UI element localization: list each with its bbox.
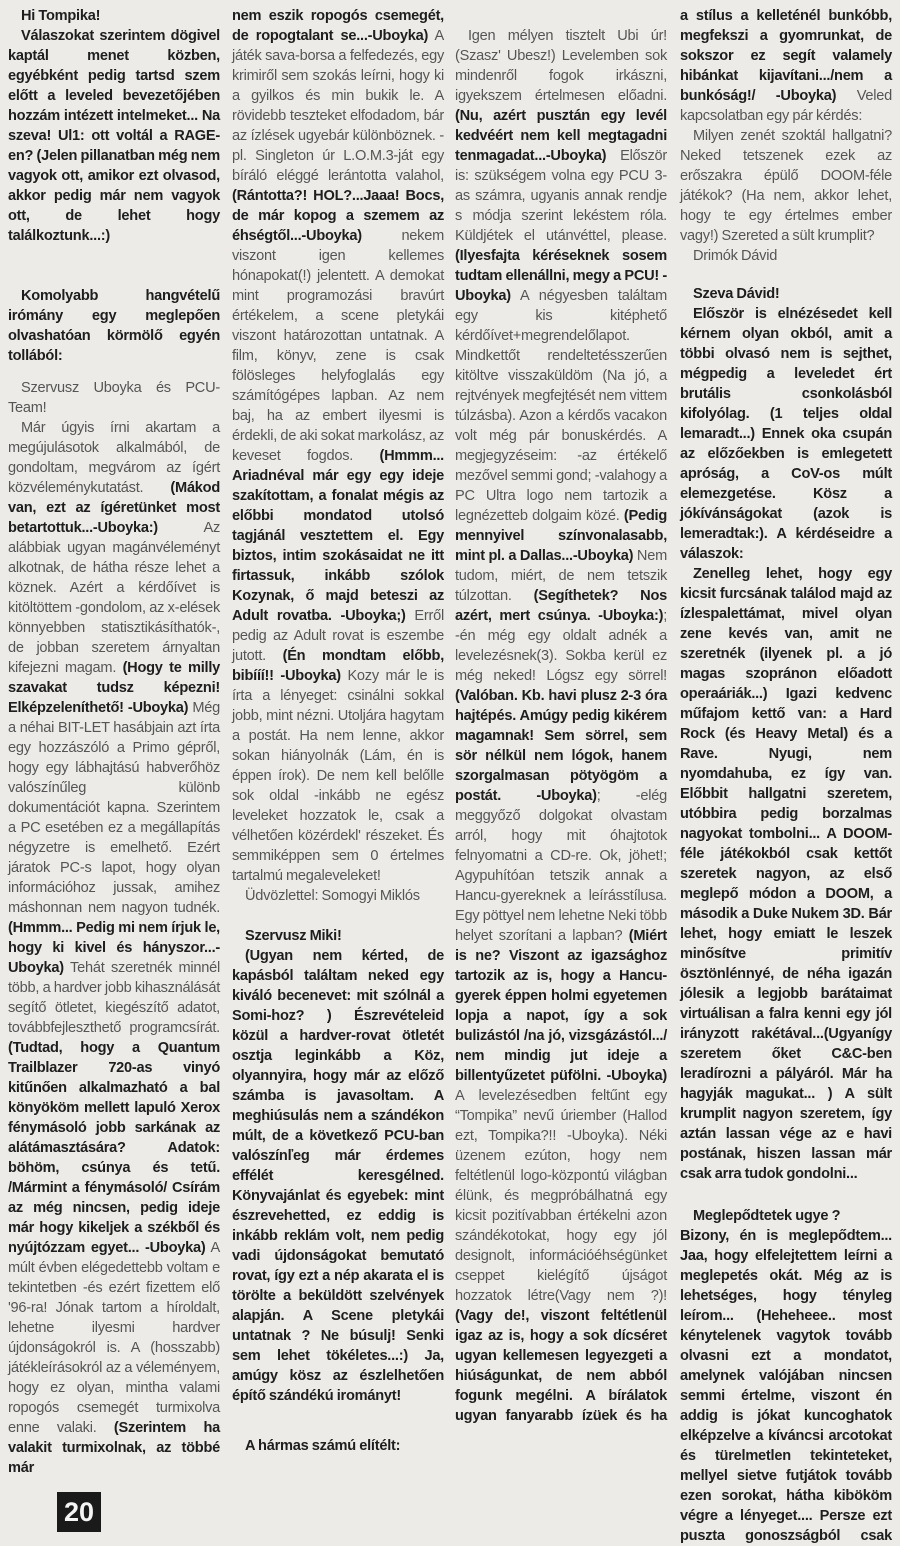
editor-reply-text: (Pedig mennyivel színvonalasabb, mint pl. a Dallas...-Uboyka) — [455, 508, 667, 564]
letter-somogyi — [8, 378, 220, 1478]
section-third — [232, 1436, 444, 1456]
paragraph — [8, 286, 220, 366]
letter-text: Drimók Dávid — [693, 248, 778, 264]
letter-text: ; -elég meggyőző dolgokat olvastam arról, hogy mit óhajtotok felnyomatni a CD-re. Ok, jöhet!; Agypuhítóan tetszik annak a Hancu-gyereknek a leírásstílusa. Egy pöttyel nem lehetne Neki több helyet szorítani a lapban? — [455, 788, 668, 944]
letter-text: Üdvözlettel: Somogyi Miklós — [245, 888, 420, 904]
editor-reply-text: Bizony, én is meglepődtem... Jaa, hogy elfelejtettem leírni a meglepetés okát. Még az is lehetséges, hogy tényleg leírom... (Heheheee.. most kénytelenek vagytok tovább olvasni ezt a mondatot, amelynek valójában nincsen semmi értelme, viszont én addig is jókat kuncoghatok elképzelve a kíváncsi arcotokat és türelmetlen tekinteteket, mellyel sietve futjátok tovább ezen sorokat, hátha kibököm végre a lényeget.... Persze ezt puszta gonoszságból csak — [680, 1228, 892, 1544]
editor-reply-text: A hármas számú elítélt: — [245, 1438, 401, 1454]
paragraph — [455, 26, 667, 1426]
paragraph — [680, 126, 892, 246]
editor-reply-text: (Vagy de!, viszont feltétlenül igaz az is, hogy a sok dícséret ugyan kellemesen legyezgeti a hiúságunkat, de nem abból fogunk megélni. A bírálatok ugyan fanyarabb ízüek és ha — [455, 1308, 667, 1424]
paragraph — [232, 6, 444, 886]
paragraph — [8, 26, 220, 246]
paragraph — [232, 1436, 444, 1456]
letter-text: ; -én még egy oldalt adnék a levelezésnek(3). Sokba kerül ez még neked! Lógsz egy sörrel! — [455, 608, 667, 684]
letter-text: Már úgyis írni akartam a megújulásotok alkalmából, de gondoltam, megvárom az ígért közvéleménykutatást. — [8, 420, 220, 496]
column-3 — [455, 0, 667, 1426]
letter-text: Az alábbiak ugyan magánvéleményt alkotnak, de hátha része lehet a köznek. Azért a kérdőívet is kitöltöttem -gondolom, az x-elések könnyebben statisztikásíthatók-, de jobban szeretem árnyaltan kifejezni magam. — [8, 520, 220, 676]
letter-somogyi-continued — [232, 6, 444, 906]
editor-reply-text: (Hmmm... Ariadnéval már egy egy ideje szakítottam, a fonalat mégis az előbbi mondatod utolsó tagjánál vesztettem el. Egy biztos, intim szokásaidat ne itt firtassuk, inkább szólok Kozynak, ő majd beteszi az Adult rovatba. -Uboyka;) — [232, 448, 444, 624]
paragraph — [680, 284, 892, 304]
editor-reply-text: (Rántotta?! HOL?...Jaaa! Bocs, de már kopog a szemem az éhségtől...-Uboyka) — [232, 188, 444, 244]
paragraph — [680, 304, 892, 564]
paragraph — [8, 418, 220, 1478]
section-intro — [8, 286, 220, 366]
editor-reply-text: (Valóban. Kb. havi plusz 2-3 óra hajtépés. Amúgy pedig kikérem magamnak! Sem sörrel, sem sör nélkül nem lógok, hanem szorgalmasan pötyögöm a postát. -Uboyka) — [455, 688, 667, 804]
letter-text: Szervusz Uboyka és PCU-Team! — [8, 380, 220, 416]
letter-text: Még a néhai BIT-LET hasábjain azt írta egy hozzászóló a Primo gépről, hogy egy lábhajtású habverőhöz valószínűleg különb dokumentációt kapna. Szerintem a PC esetében ez a megállapítás négyzetre is emelhető. Ezért járatok PC-s lapot, hogy olyan információhoz jussak, amihez máshonnan nem nagyon tudnék. — [8, 700, 220, 916]
paragraph — [680, 6, 892, 126]
reply-david — [680, 284, 892, 1184]
letter-reply-tompika — [8, 6, 220, 246]
paragraph — [232, 886, 444, 906]
column-1 — [8, 0, 220, 1532]
editor-reply-text: (Ilyesfajta kéréseknek sosem tudtam ellenállni, megy a PCU! -Uboyka) — [455, 248, 667, 304]
letter-text: Igen mélyen tisztelt Ubi úr! (Szasz' Ubesz!) Levelemben sok mindenről fogok irkászni, igyekszem értelmesen előadni. — [455, 28, 667, 104]
editor-reply-text: (Segíthetek? Nos azért, mert csúnya. -Uboyka:) — [455, 588, 668, 624]
column-2 — [232, 0, 444, 1456]
paragraph — [680, 1226, 892, 1546]
editor-reply-text: (Hogy te milly szavakat tudsz képezni! Elképzeleníthető! -Uboyka) — [8, 660, 220, 716]
editor-reply-text: Először is elnézésedet kell kérnem olyan okból, amit a többi olvasó nem is sejthet, mégpedig a leveledet ért brutális csonkolásból kifolyólag. (1 teljes oldal lemaradt...) Ennek oka csupán az előzőekben is emlegetett apróság, a CoV-os múlt elemezgetése. Kösz a jókívánságokat (azok is lemeradtak:). A kérdéseidre a válaszok: — [680, 306, 892, 562]
editor-reply-text: (Én mondtam előbb, bibííí!! -Uboyka) — [232, 648, 444, 684]
editor-reply-text: Komolyabb hangvételű irómány egy meglepően olvashatóan körmölő egyén tollából: — [8, 288, 220, 364]
section-surprise — [680, 1206, 892, 1546]
letter-text: A játék sava-borsa a felfedezés, egy krimiről sem szokás leírni, hogy ki a gyilkos és min bukik le. A rövidebb teszteket elfodadom, bár az ízlések ugyebár különböznek. -pl. Singleton úr L.O.M.3-ját egy bíráló eléggé lerántotta valahol, — [232, 28, 445, 184]
editor-reply-text: Szeva Dávid! — [693, 286, 780, 302]
editor-reply-text: Meglepődtetek ugye ? — [693, 1208, 841, 1224]
editor-reply-text: Szervusz Miki! — [245, 928, 342, 944]
paragraph — [680, 564, 892, 1184]
editor-reply-text: (Hmmm... Pedig mi nem írjuk le, hogy ki kivel és hányszor...-Uboyka) — [8, 920, 220, 976]
editor-reply-text: (Miért is ne? Viszont az igazsághoz tartozik az is, hogy a Hancu-gyerek éppen holmi egyetemen lopja a napot, így a sok bulizástól /na jó, vizsgázástól.../ nem mindig jut ideje a billentyűzetet püfölni. -Uboyka) — [455, 928, 667, 1084]
letter-text: A négyesben találtam egy kis kitéphető kérdőívet+megrendelőlapot. Mindkettőt rendeltetésszerűen kitöltve visszaküldöm (Na jó, a rejtvények megfejtését nem vittem túlzásba). Azon a kérdős vacakon volt még pár bonuskérdés. A megjegyzéseim: -az értékelő mezővel semmi gond; -valahogy a PC Ultra logo nem tartozik a legnézetteb dolgaim közé. — [455, 288, 667, 524]
letter-text: A múlt évben elégedettebb voltam e tekintetben -és ezért fizettem elő '96-ra! Jónak tartom a híroldalt, lehetne ilyesmi hardver újdonságokról is. A (hosszabb) játékleírásokról az a véleményem, hogy ez olyan, mintha valami ropogós csemegét turmixolva enne valaki. — [8, 1240, 221, 1436]
editor-reply-text: a stílus a kelleténél bunkóbb, megfekszi a gyomrunkat, de sokszor ez segít valamely hibánkat kijavítani.../nem a bunkóság!/ -Uboyka) — [680, 8, 892, 104]
editor-reply-text: (Mákod van, ezt az ígéretünket most betartottuk...-Uboyka:) — [8, 480, 220, 536]
reply-miki — [232, 926, 444, 1406]
paragraph — [8, 378, 220, 418]
letter-text: A levelezésedben feltűnt egy “Tompika” nevű úriember (Hallod ezt, Tompika?!! -Uboyka). Néki üzenem ezúton, hogy nem feltétlenül logo-központú világban élünk, és megpróbálhatná egy kicsit pozitívabban értékelni azon szándékotokat, hogy egy jól designolt, információéhségünket cseppet kielégítő újságot hozzatok létre(Vagy nem ?)! — [455, 1088, 667, 1304]
editor-reply-text: (Tudtad, hogy a Quantum Trailblazer 720-as vinyó kitűnően alkalmazható a bal könyököm mellett lapuló Xerox fénymásoló jobb sarkának az alátámasztására? Adatok: böhöm, csúnya és tetű. /Mármint a fénymásoló/ Csírám az még nincsen, pedig ideje már hogy kikeljek a székből és nyújtózzam egyet... -Uboyka) — [8, 1040, 220, 1256]
letter-text: Tehát szeretnék minnél több, a hardver jobb kihasználását segítő ötletet, kiegészítő adatot, továbbfejleszthető programcsírát. — [8, 960, 220, 1036]
editor-reply-text: Zenelleg lehet, hogy egy kicsit furcsának találod majd az ízlespalettámat, mivel olyan zene kevés van, amit ne szeretnék (ilyenek pl. a jó magas szopránon előadott operaáriák...) Igazi kedvenc műfajom kettő van: a Hard Rock (és Heavy Metal) és a Rave. Nyugi, nem nyomdahuba, ez így van. Előbbit hallgatni szeretem, utóbbira pedig borzalmas nagyokat tombolni... A DOOM-féle játékokból csak kettőt szeretek nagyon, az első meglepő módon a DOOM, a második a Duke Nukem 3D. Bár lehet, hogy emiatt le leszek minősítve primitív ösztönlénnyé, de néha igazán jólesik a legjobb barátaimat virtuálisan a falra kenni egy jól irányzott rakétával...(Ugyanígy szeretem őket C&C-ben leradírozni a pályáról. Már ha hagyják magukat... ) A sült krumplit nagyon szeretem, így aztán lassan vége az e havi postának, hiszen lassan már csak arra tudok gondolni... — [680, 566, 892, 1182]
letter-text: Először is: szükségem volna egy PCU 3-as számra, ugyanis annak rendje s módja szerint lekéstem róla. Küldjétek el utánvéttel, please. — [455, 148, 667, 244]
editor-reply-text: (Nu, azért pusztán egy levél kedvéért nem kell megtagadni tenmagadat...-Uboyka) — [455, 108, 667, 164]
editor-reply-text: (Szerintem ha valakit turmixolnak, az többé már — [8, 1420, 220, 1476]
letter-drimok-continued — [680, 6, 892, 266]
letter-text: Nem tudom, miért, de nem tetszik túlzottan. — [455, 548, 667, 604]
letter-text: Erről pedig az Adult rovat is eszembe jutott. — [232, 608, 444, 664]
paragraph — [232, 946, 444, 1406]
letter-text: Veled kapcsolatban egy pár kérdés: — [680, 88, 892, 124]
paragraph — [680, 246, 892, 266]
page-number: 20 — [57, 1492, 101, 1532]
editor-reply-text: nem eszik ropogós csemegét, de ropogtalant se...-Uboyka) — [232, 8, 444, 44]
letter-drimok — [455, 26, 667, 1426]
letter-text: Milyen zenét szoktál hallgatni? Neked tetszenek ezek az erőszakra épülő DOOM-féle játékok? (Ha nem, akkor lehet, hogy te egy értelmes ember vagy!) Szereted a sült krumplit? — [680, 128, 892, 244]
editor-reply-text: Válaszokat szerintem dögivel kaptál menet közben, egyébként pedig tartsd szem előtt a leveled bevezetőjében hozzám intézett intelmeket... Na szeva! Ul1: ott voltál a RAGE-en? (Jelen pillanatban még nem vagyok ott, amikor ezt olvasod, akkor pedig már nem vagyok ott, de lehet hogy találkoztunk...:) — [8, 28, 220, 244]
column-4 — [680, 0, 892, 1546]
letter-text: Kozy már le is írta a lényeget: csinálni sokkal jobb, mint nézni. Utoljára hagytam a postát. Ha nem lenne, akkor sokan hiányolnák (Lám, én is éppen írok). De nem kell belőlle sok oldal -inkább ne egész leveleket hozzatok le, csak a vélhetően közérdekl' részeket. És semmiképpen sem 0 értelmes tartalmú megaleveleket! — [232, 668, 444, 884]
paragraph — [8, 6, 220, 26]
paragraph — [232, 926, 444, 946]
editor-reply-text: (Ugyan nem kérted, de kapásból találtam neked egy kiváló becenevet: mit szólnál a Somi-hoz? ) Észrevételeid közül a hardver-rovat ötletét osztja leginkább a Köz, olyannyira, hogy már az előző számba is javasoltam. A meghiúsulás nem a szándékon múlt, de a következő PCU-ban valószínľeg már érdemes effélét keresgélned. Könyvajánlat és egyebek: mint észrevehetted, ez eddig is inkább reklám volt, nem pedig vadi újdonságokat bemutató rovat, így ezt a nép akarata el is törölte a beküldött szelvények alapján. A Scene pletykái untatnak ? Ne búsulj! Senki sem lehet tökéletes...:) Ja, amúgy kösz az észlelhetően építő szándékú irományt! — [232, 948, 444, 1404]
letter-text: nekem viszont igen kellemes hónapokat(!) jelentett. A demokat mint programozási bravúrt értékelem, a scene pletykái viszont határozottan untatnak. A film, könyv, zene is csak fölösleges helyfoglalás egy számítógépes lapban. Az nem baj, ha az embert ilyesmi is érdekli, de aki sokat markolász, az keveset fogdos. — [232, 228, 444, 464]
paragraph — [680, 1206, 892, 1226]
editor-reply-text: Hi Tompika! — [21, 8, 101, 24]
